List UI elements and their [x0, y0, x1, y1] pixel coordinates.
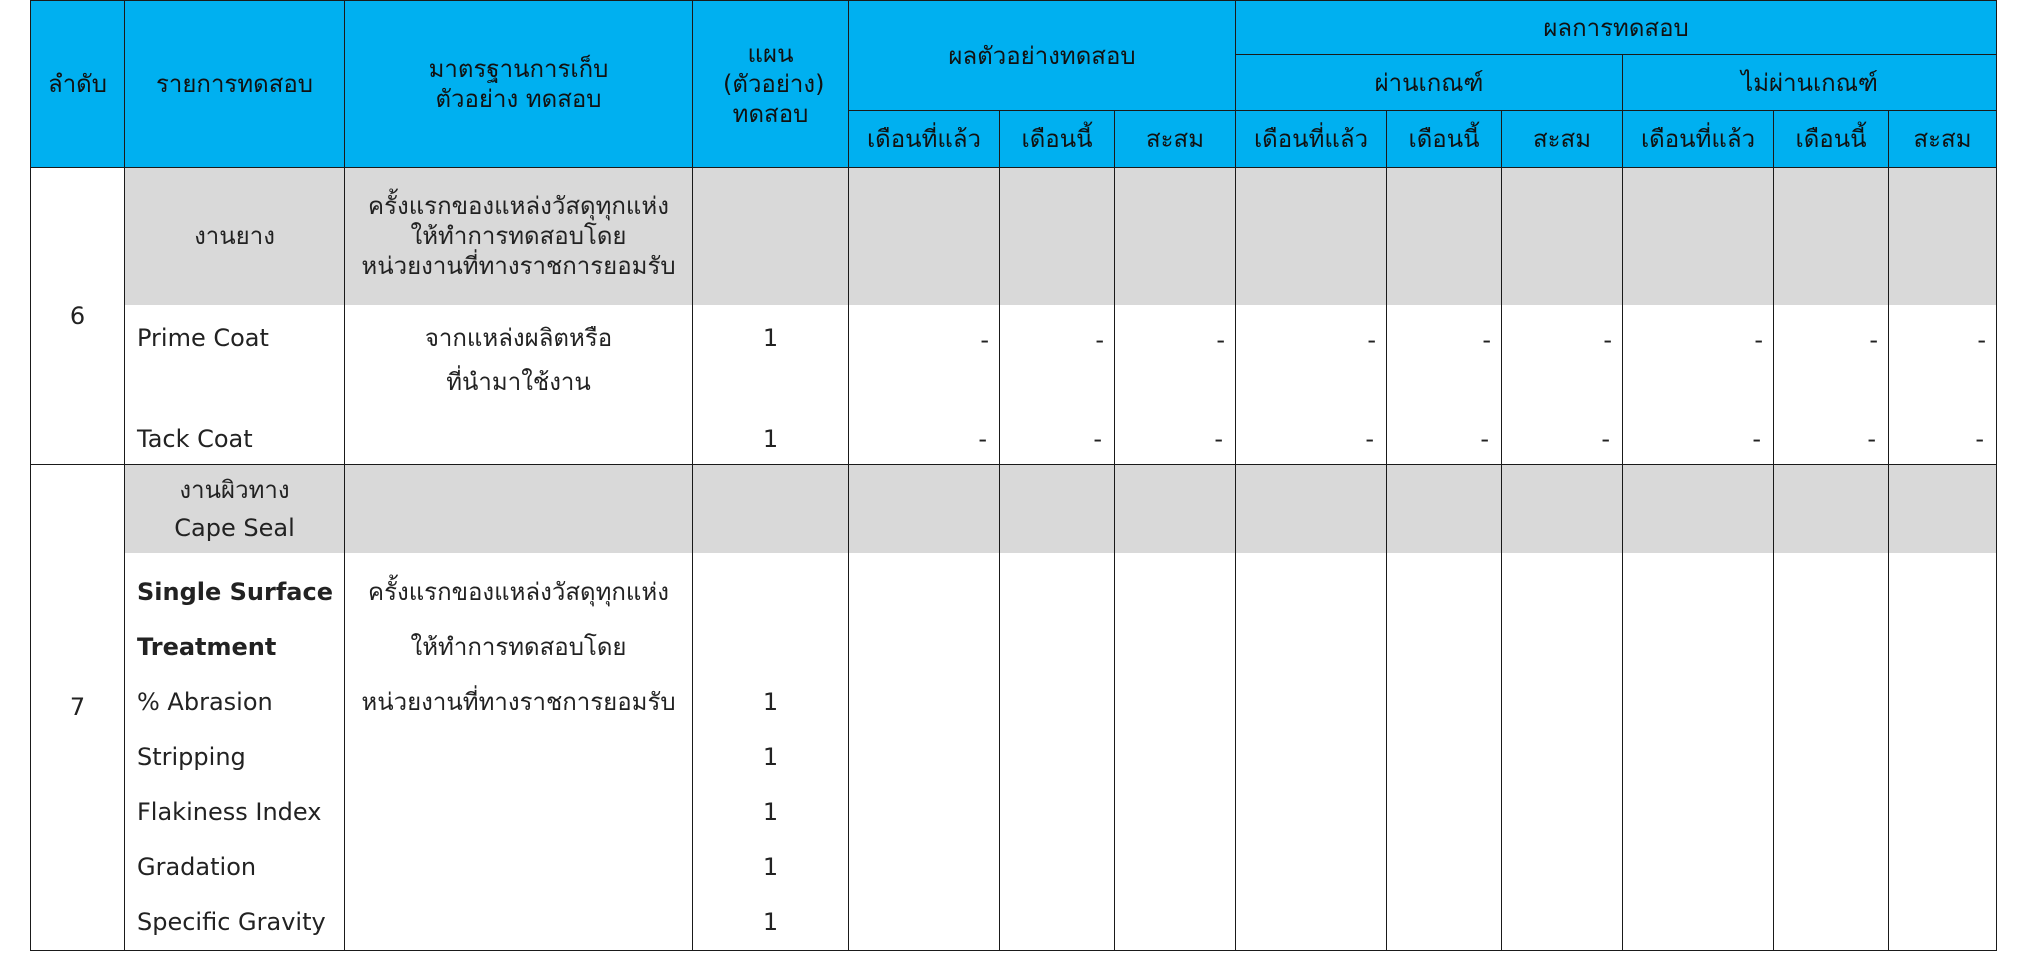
- row-plan: 1: [762, 852, 779, 881]
- section7-standard-line3: หน่วยงานที่ทางราชการยอมรับ: [361, 687, 676, 716]
- blank-cell: [1000, 553, 1115, 951]
- cell-value: -: [1889, 415, 1997, 465]
- table-row: [31, 305, 1997, 415]
- blank-cell: [693, 465, 849, 553]
- blank-cell: [1115, 465, 1236, 553]
- blank-cell: [1387, 553, 1502, 951]
- section6-standard2-line2: ที่นำมาใช้งาน: [446, 367, 591, 396]
- header-sample-results: ผลตัวอย่างทดสอบ: [849, 1, 1236, 111]
- section7-title-row: [31, 465, 1997, 553]
- cell-value: -: [1774, 305, 1889, 415]
- row-plan: 1: [693, 415, 849, 465]
- cell-value: -: [1774, 415, 1889, 465]
- header-plan: [693, 1, 849, 168]
- section7-body-row: [31, 553, 1997, 951]
- blank-cell: [1889, 168, 1997, 305]
- blank-cell: [1000, 168, 1115, 305]
- blank-cell: [1774, 553, 1889, 951]
- blank-cell: [1000, 465, 1115, 553]
- header-plan-text: แผน (ตัวอย่าง) ทดสอบ: [723, 40, 825, 128]
- blank-cell: [1387, 465, 1502, 553]
- blank-cell: [1387, 168, 1502, 305]
- blank-cell: [1774, 465, 1889, 553]
- section7-plans: [693, 553, 849, 951]
- cell-value: -: [1623, 415, 1774, 465]
- section7-items: [125, 553, 345, 951]
- section6-standard-line2: ให้ทำการทดสอบโดย: [410, 222, 627, 251]
- cell-value: -: [1502, 415, 1623, 465]
- test-results-table: [30, 0, 1997, 951]
- cell-value: -: [1236, 305, 1387, 415]
- header-sample-this-month: เดือนนี้: [1000, 111, 1115, 168]
- row-item-prime-coat: Prime Coat: [125, 305, 345, 415]
- section7-number: 7: [31, 465, 125, 951]
- row-item-stripping: Stripping: [137, 742, 246, 771]
- section6-standard-line3: หน่วยงานที่ทางราชการยอมรับ: [361, 252, 676, 281]
- row-item-specific-gravity: Specific Gravity: [137, 907, 326, 936]
- row-plan: 1: [693, 305, 849, 415]
- section6-standard2-line1: จากแหล่งผลิตหรือ: [424, 323, 613, 352]
- blank-cell: [849, 553, 1000, 951]
- header-item: รายการทดสอบ: [125, 1, 345, 168]
- blank-cell: [1236, 168, 1387, 305]
- section7-standard: [345, 553, 693, 951]
- cell-value: -: [1387, 305, 1502, 415]
- cell-value: -: [1889, 305, 1997, 415]
- blank-cell: [1774, 168, 1889, 305]
- section6-standard: [345, 168, 693, 305]
- blank-cell: [1502, 465, 1623, 553]
- cell-value: -: [849, 415, 1000, 465]
- section7-title: [125, 465, 345, 553]
- test-results-table-wrapper: [30, 0, 1997, 951]
- header-pass: ผ่านเกณฑ์: [1236, 55, 1623, 111]
- section6-standard-line1: ครั้งแรกของแหล่งวัสดุทุกแห่ง: [368, 192, 669, 221]
- blank-cell: [1115, 168, 1236, 305]
- header-pass-cumulative: สะสม: [1502, 111, 1623, 168]
- cell-value: -: [1115, 305, 1236, 415]
- section7-standard-line1: ครั้งแรกของแหล่งวัสดุทุกแห่ง: [368, 577, 669, 606]
- section6-number: 6: [31, 168, 125, 465]
- cell-value: -: [1502, 305, 1623, 415]
- header-fail-last-month: เดือนที่แล้ว: [1623, 111, 1774, 168]
- cell-value: -: [1000, 305, 1115, 415]
- section6-plan-blank: [693, 168, 849, 305]
- section7-sub-line1: Single Surface: [137, 577, 333, 606]
- header-fail-this-month: เดือนนี้: [1774, 111, 1889, 168]
- blank-cell: [1623, 465, 1774, 553]
- blank-cell: [1889, 553, 1997, 951]
- blank-cell: [849, 465, 1000, 553]
- row-item-gradation: Gradation: [137, 852, 257, 881]
- header-test-results: ผลการทดสอบ: [1236, 1, 1997, 55]
- blank-cell: [1502, 553, 1623, 951]
- blank-cell: [1236, 553, 1387, 951]
- cell-value: -: [1623, 305, 1774, 415]
- blank-cell: [345, 415, 693, 465]
- blank-cell: [1889, 465, 1997, 553]
- section6-title: งานยาง: [125, 168, 345, 305]
- blank-cell: [1502, 168, 1623, 305]
- header-seq: ลำดับ: [31, 1, 125, 168]
- blank-cell: [849, 168, 1000, 305]
- header-sample-cumulative: สะสม: [1115, 111, 1236, 168]
- table-row: [31, 415, 1997, 465]
- header-pass-last-month: เดือนที่แล้ว: [1236, 111, 1387, 168]
- header-standard: [345, 1, 693, 168]
- blank-cell: [1115, 553, 1236, 951]
- header-standard-text: มาตรฐานการเก็บตัวอย่าง ทดสอบ: [428, 55, 609, 113]
- section7-standard-line2: ให้ทำการทดสอบโดย: [410, 632, 627, 661]
- row-item-flakiness: Flakiness Index: [137, 797, 322, 826]
- blank-cell: [1623, 168, 1774, 305]
- blank-cell: [1623, 553, 1774, 951]
- section7-title-line1: งานผิวทาง: [179, 475, 290, 504]
- header-sample-last-month: เดือนที่แล้ว: [849, 111, 1000, 168]
- row-item-abrasion: % Abrasion: [137, 687, 273, 716]
- cell-value: -: [1236, 415, 1387, 465]
- blank-cell: [345, 465, 693, 553]
- row-plan: 1: [762, 797, 779, 826]
- header-fail: ไม่ผ่านเกณฑ์: [1623, 55, 1997, 111]
- blank-cell: [1236, 465, 1387, 553]
- section7-title-line2: Cape Seal: [174, 513, 295, 542]
- cell-value: -: [1000, 415, 1115, 465]
- row-item-tack-coat: Tack Coat: [125, 415, 345, 465]
- header-pass-this-month: เดือนนี้: [1387, 111, 1502, 168]
- section6-title-row: [31, 168, 1997, 305]
- cell-value: -: [849, 305, 1000, 415]
- cell-value: -: [1115, 415, 1236, 465]
- row-plan: 1: [762, 907, 779, 936]
- section6-standard2: [345, 305, 693, 415]
- cell-value: -: [1387, 415, 1502, 465]
- section7-sub-line2: Treatment: [137, 632, 277, 661]
- header-fail-cumulative: สะสม: [1889, 111, 1997, 168]
- row-plan: 1: [762, 742, 779, 771]
- row-plan: 1: [762, 687, 779, 716]
